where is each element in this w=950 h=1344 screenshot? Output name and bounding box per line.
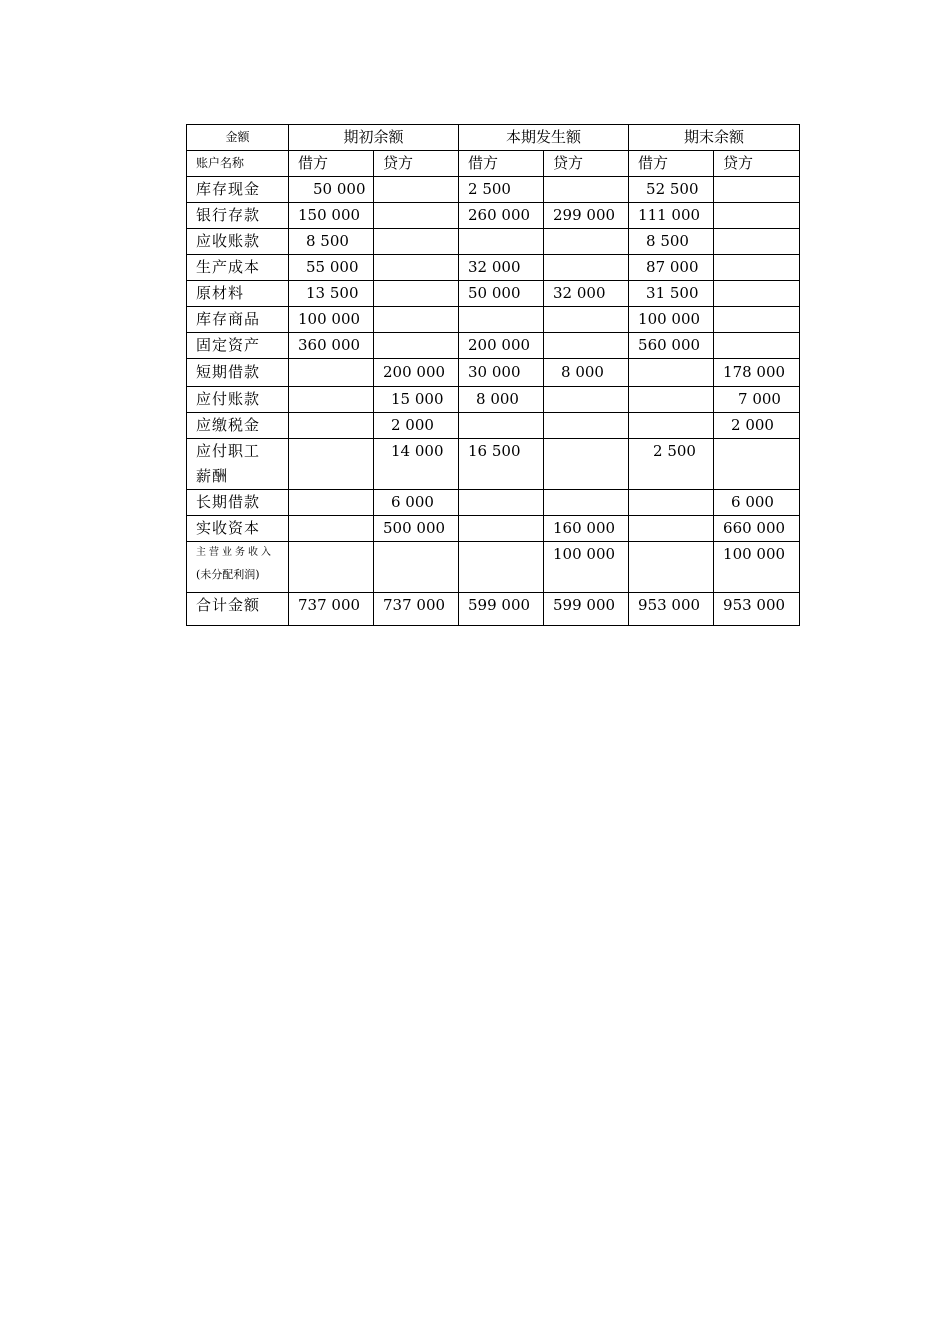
account-name: 合计金额 — [187, 593, 289, 626]
account-name: 银行存款 — [187, 203, 289, 229]
table-row — [187, 307, 800, 333]
table-row — [187, 229, 800, 255]
table-cell: 2 000 — [374, 413, 459, 439]
table-cell: 599 000 — [544, 593, 629, 626]
table-cell: 2 500 — [459, 177, 544, 203]
table-cell — [544, 490, 629, 516]
table-cell: 953 000 — [629, 593, 714, 626]
table-cell: 32 000 — [544, 281, 629, 307]
table-cell: 52 500 — [629, 177, 714, 203]
table-cell — [289, 413, 374, 439]
table-cell — [459, 542, 544, 593]
table-cell: 14 000 — [374, 439, 459, 490]
table-cell — [629, 387, 714, 413]
table-cell — [374, 307, 459, 333]
table-cell — [629, 516, 714, 542]
table-row — [187, 516, 800, 542]
table-cell: 8 500 — [629, 229, 714, 255]
table-cell: 6 000 — [374, 490, 459, 516]
table-cell: 260 000 — [459, 203, 544, 229]
table-cell — [714, 439, 800, 490]
account-name-line: 薪酬 — [196, 467, 229, 485]
account-name: 原材料 — [187, 281, 289, 307]
table-cell — [544, 413, 629, 439]
header-row-2 — [187, 151, 800, 177]
table-cell: 299 000 — [544, 203, 629, 229]
table-cell: 100 000 — [544, 542, 629, 593]
table-cell: 953 000 — [714, 593, 800, 626]
table-cell: 200 000 — [374, 359, 459, 387]
table-cell — [459, 229, 544, 255]
table-row — [187, 281, 800, 307]
account-name: 应缴税金 — [187, 413, 289, 439]
account-name — [187, 439, 289, 490]
sub-header: 借方 — [629, 151, 714, 177]
account-name: 生产成本 — [187, 255, 289, 281]
table-cell — [544, 333, 629, 359]
account-name: 应付账款 — [187, 387, 289, 413]
table-cell: 599 000 — [459, 593, 544, 626]
total-row — [187, 593, 800, 626]
table-cell — [714, 333, 800, 359]
table-cell: 50 000 — [289, 177, 374, 203]
table-cell — [459, 516, 544, 542]
corner-amount-label: 金额 — [187, 125, 289, 151]
account-name: 应收账款 — [187, 229, 289, 255]
table-cell — [714, 255, 800, 281]
table-cell: 150 000 — [289, 203, 374, 229]
table-cell — [544, 255, 629, 281]
table-cell: 737 000 — [289, 593, 374, 626]
table-row — [187, 542, 800, 593]
sub-header: 借方 — [459, 151, 544, 177]
account-name-line: (未分配利润) — [196, 568, 260, 581]
table-cell — [289, 387, 374, 413]
table-cell — [544, 307, 629, 333]
table-row — [187, 177, 800, 203]
table-cell: 737 000 — [374, 593, 459, 626]
table-cell — [374, 281, 459, 307]
table-row — [187, 333, 800, 359]
table-cell — [289, 516, 374, 542]
table-row — [187, 255, 800, 281]
table-cell — [289, 542, 374, 593]
table-cell — [629, 542, 714, 593]
group-opening-balance: 期初余额 — [289, 125, 459, 151]
table-cell — [544, 177, 629, 203]
table-cell: 6 000 — [714, 490, 800, 516]
table-cell — [289, 490, 374, 516]
table-cell — [374, 229, 459, 255]
group-closing-balance: 期末余额 — [629, 125, 800, 151]
table-cell — [374, 203, 459, 229]
table-row — [187, 203, 800, 229]
table-cell — [714, 229, 800, 255]
table-cell: 30 000 — [459, 359, 544, 387]
table-cell — [629, 359, 714, 387]
table-cell: 15 000 — [374, 387, 459, 413]
table-cell: 500 000 — [374, 516, 459, 542]
table-cell — [544, 229, 629, 255]
table-cell: 13 500 — [289, 281, 374, 307]
sub-header: 贷方 — [374, 151, 459, 177]
table-cell: 160 000 — [544, 516, 629, 542]
group-period-amount: 本期发生额 — [459, 125, 629, 151]
table-row — [187, 387, 800, 413]
table-cell — [629, 490, 714, 516]
table-row — [187, 413, 800, 439]
table-cell — [289, 439, 374, 490]
corner-account-label: 账户名称 — [187, 151, 289, 177]
table-cell — [544, 387, 629, 413]
ledger-table — [186, 124, 800, 626]
table-cell: 111 000 — [629, 203, 714, 229]
account-name: 库存商品 — [187, 307, 289, 333]
table-cell — [459, 490, 544, 516]
table-cell — [714, 177, 800, 203]
table-cell: 32 000 — [459, 255, 544, 281]
account-name: 实收资本 — [187, 516, 289, 542]
table-cell: 660 000 — [714, 516, 800, 542]
table-cell: 100 000 — [629, 307, 714, 333]
table-cell — [374, 542, 459, 593]
account-name-line: 应付职工 — [196, 442, 261, 460]
table-cell: 8 500 — [289, 229, 374, 255]
table-cell: 178 000 — [714, 359, 800, 387]
header-row-1 — [187, 125, 800, 151]
table-cell — [374, 333, 459, 359]
account-name: 长期借款 — [187, 490, 289, 516]
sub-header: 借方 — [289, 151, 374, 177]
table-cell — [374, 255, 459, 281]
sub-header: 贷方 — [544, 151, 629, 177]
table-cell: 100 000 — [289, 307, 374, 333]
table-cell: 2 500 — [629, 439, 714, 490]
table-row — [187, 490, 800, 516]
table-cell — [714, 203, 800, 229]
account-name: 库存现金 — [187, 177, 289, 203]
table-cell: 200 000 — [459, 333, 544, 359]
table-cell — [714, 307, 800, 333]
account-name: 短期借款 — [187, 359, 289, 387]
table-cell — [459, 413, 544, 439]
table-cell: 87 000 — [629, 255, 714, 281]
table-cell — [374, 177, 459, 203]
table-cell: 2 000 — [714, 413, 800, 439]
table-cell — [629, 413, 714, 439]
table-cell: 55 000 — [289, 255, 374, 281]
table-row — [187, 439, 800, 490]
account-name: 固定资产 — [187, 333, 289, 359]
table-cell: 8 000 — [459, 387, 544, 413]
account-name — [187, 542, 289, 593]
table-cell: 50 000 — [459, 281, 544, 307]
table-cell — [289, 359, 374, 387]
sub-header: 贷方 — [714, 151, 800, 177]
table-cell — [459, 307, 544, 333]
table-cell: 100 000 — [714, 542, 800, 593]
table-cell: 16 500 — [459, 439, 544, 490]
table-cell: 8 000 — [544, 359, 629, 387]
table-cell: 7 000 — [714, 387, 800, 413]
table-row — [187, 359, 800, 387]
account-name-line: 主营业务收入 — [196, 547, 274, 558]
table-cell: 560 000 — [629, 333, 714, 359]
table-cell — [714, 281, 800, 307]
table-cell: 360 000 — [289, 333, 374, 359]
table-cell: 31 500 — [629, 281, 714, 307]
table-cell — [544, 439, 629, 490]
